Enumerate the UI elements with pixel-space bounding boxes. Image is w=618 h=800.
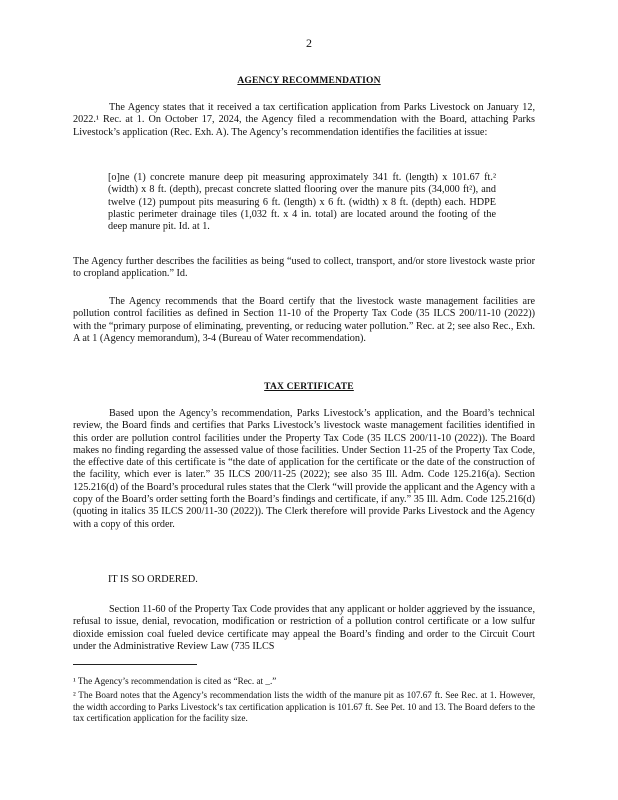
section-heading-agency-recommendation bbox=[0, 76, 618, 86]
paragraph-board-findings: Based upon the Agency’s recommendation, Parks Livestock’s application, and the Board’s technical review, the Board finds and certifies that Parks Livestock’s livestock waste management facilities identified in this order are pollution control facilities under the Property Tax Code (35 ILCS 200/11-10 (2022)). The Board makes no finding regarding the assessed value of those facilities. Under Section 11-25 of the Property Tax Code, the effective date of this certificate is “the date of application for the certificate or the date of the construction of the facility, which ever is later.” 35 ILCS 200/11-25 (2022); see also 35 Ill. Adm. Code 125.216(a). Section 125.216(d) of the Board’s procedural rules states that the Clerk “will provide the applicant and the Agency with a copy of the Board’s order setting forth the Board’s findings and certificate, if any.” 35 Ill. Adm. Code 125.216(d) (quoting in italics 35 ILCS 200/11-30 (2022)). The Clerk therefore will provide Parks Livestock and the Agency with a copy of this order. bbox=[73, 408, 535, 530]
block-quote-facilities: [o]ne (1) concrete manure deep pit measuring approximately 341 ft. (length) x 101.67 ft.² (width) x 8 ft. (depth), precast concrete slatted flooring over the manure pits (34,000 ft²), and twelve (12) pumpout pits measuring 6 ft. (length) x 6 ft. (width) x 8 ft. (depth) each. HDPE plastic perimeter drainage tiles (1,032 ft. x 4 in. total) are located around the footing of the deep manure pit. Id. at 1. bbox=[108, 172, 496, 233]
paragraph-agency-recommends: The Agency recommends that the Board certify that the livestock waste management facilities are pollution control facilities as defined in Section 11-10 of the Property Tax Code (35 ILCS 200/11-10 (2022)) with the “primary purpose of eliminating, preventing, or reducing water pollution.” Rec. at 2; see also Rec., Exh. A at 1 (Agency memorandum), 3-4 (Bureau of Water recommendation). bbox=[73, 296, 535, 344]
footnote-separator bbox=[73, 664, 197, 665]
paragraph-agency-receipt: The Agency states that it received a tax certification application from Parks Livestock on January 12, 2022.¹ Rec. at 1. On October 17, 2024, the Agency filed a recommendation with the Board, attaching Parks Livestock’s application (Rec. Exh. A). The Agency’s recommendation identifies the facilities at issue: bbox=[73, 102, 535, 138]
so-ordered-line: IT IS SO ORDERED. bbox=[108, 574, 198, 585]
section-heading-text: AGENCY RECOMMENDATION bbox=[237, 76, 381, 86]
section-heading-text: TAX CERTIFICATE bbox=[264, 382, 354, 392]
footnote-2: ² The Board notes that the Agency’s recommendation lists the width of the manure pit as 107.67 ft. See Rec. at 1. However, the width according to Parks Livestock’s tax certification application is 101.67 ft. See Pet. 10 and 13. The Board defers to the tax certification application for the facility size. bbox=[73, 690, 535, 723]
page-number: 2 bbox=[306, 36, 312, 50]
paragraph-agency-description: The Agency further describes the facilities as being “used to collect, transport, and/or store livestock waste prior to cropland application.” Id. bbox=[73, 256, 535, 280]
paragraph-appeal-rights: Section 11-60 of the Property Tax Code provides that any applicant or holder aggrieved by the issuance, refusal to issue, denial, revocation, modification or restriction of a pollution control certificate or a low sulfur dioxide emission coal fueled device certificate may appeal the Board’s finding and order to the Circuit Court under the Administrative Review Law (735 ILCS bbox=[73, 604, 535, 652]
section-heading-tax-certificate bbox=[0, 382, 618, 392]
footnote-1: ¹ The Agency’s recommendation is cited as “Rec. at _.” bbox=[73, 676, 277, 686]
